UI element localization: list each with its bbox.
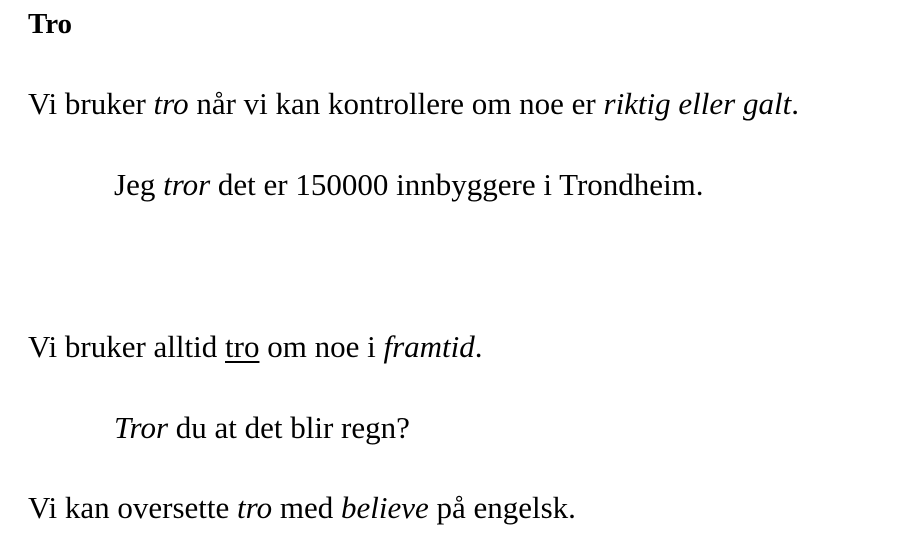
text: Jeg bbox=[114, 167, 164, 202]
italic-term: believe bbox=[340, 490, 429, 525]
rule-paragraph-3 bbox=[28, 489, 576, 527]
rule-paragraph-2 bbox=[28, 328, 483, 366]
underlined-term: tro bbox=[225, 329, 260, 364]
text: Vi bruker bbox=[28, 86, 154, 121]
text: på engelsk. bbox=[428, 490, 576, 525]
example-sentence-1 bbox=[114, 166, 704, 204]
italic-term: tro bbox=[237, 490, 273, 525]
italic-term: riktig eller galt bbox=[603, 86, 792, 121]
text: . bbox=[791, 86, 799, 121]
text: om noe i bbox=[259, 329, 384, 364]
italic-term: Tror bbox=[114, 410, 169, 445]
example-sentence-2 bbox=[114, 409, 410, 447]
page-title: Tro bbox=[28, 8, 73, 40]
text: med bbox=[272, 490, 341, 525]
text: Vi bruker alltid bbox=[28, 329, 226, 364]
text: når vi kan kontrollere om noe er bbox=[188, 86, 604, 121]
text: du at det blir regn? bbox=[168, 410, 410, 445]
italic-term: framtid bbox=[383, 329, 475, 364]
text: Vi kan oversette bbox=[28, 490, 238, 525]
rule-paragraph-1 bbox=[28, 85, 799, 123]
italic-term: tror bbox=[163, 167, 211, 202]
italic-term: tro bbox=[153, 86, 189, 121]
text: det er 150000 innbyggere i Trondheim. bbox=[210, 167, 704, 202]
text: . bbox=[474, 329, 483, 364]
